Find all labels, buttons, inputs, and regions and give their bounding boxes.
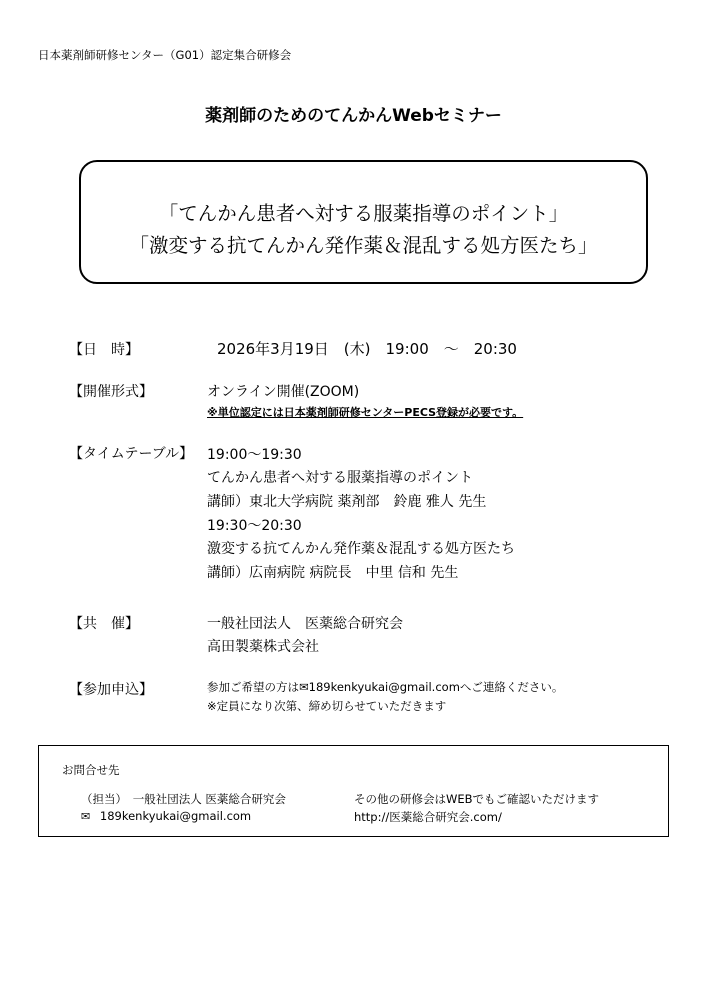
timetable-time-2: 19:30～20:30: [207, 518, 302, 534]
mail-icon: ✉: [81, 810, 91, 823]
datetime-label: 【日 時】: [69, 342, 139, 358]
timetable-speaker-1: 講師）東北大学病院 薬剤部 鈴鹿 雅人 先生: [207, 494, 487, 510]
timetable-topic-1: てんかん患者へ対する服薬指導のポイント: [207, 470, 473, 486]
theme-line-2: 「激変する抗てんかん発作薬＆混乱する処方医たち」: [129, 234, 598, 257]
timetable-time-1: 19:00～19:30: [207, 447, 302, 463]
cohost-label: 【共 催】: [69, 616, 139, 632]
contact-person: （担当） 一般社団法人 医薬総合研究会: [81, 792, 286, 806]
theme-line-1: 「てんかん患者へ対する服薬指導のポイント」: [158, 202, 569, 225]
theme-box: [79, 160, 648, 284]
contact-box: [38, 745, 669, 837]
cohost-org-2: 高田製薬株式会社: [207, 639, 319, 655]
datetime-value: 2026年3月19日 (木) 19:00 ～ 20:30: [217, 340, 517, 358]
header-note: 日本薬剤師研修センター（G01）認定集合研修会: [38, 48, 292, 62]
contact-email-line: [81, 809, 251, 823]
pecs-note: ※単位認定には日本薬剤師研修センターPECS登録が必要です。: [207, 406, 524, 419]
apply-label: 【参加申込】: [69, 682, 153, 698]
page-title: 薬剤師のためのてんかんWebセミナー: [205, 106, 502, 126]
contact-email[interactable]: 189kenkyukai@gmail.com: [99, 809, 252, 823]
apply-capacity-note: ※定員になり次第、締め切らせていただきます: [207, 699, 447, 713]
timetable-speaker-2: 講師）広南病院 病院長 中里 信和 先生: [207, 565, 459, 581]
apply-instructions: 参加ご希望の方は✉189kenkyukai@gmail.comへご連絡ください。: [207, 680, 564, 694]
format-label: 【開催形式】: [69, 384, 153, 400]
timetable-label: 【タイムテーブル】: [69, 446, 194, 462]
contact-url[interactable]: http://医薬総合研究会.com/: [354, 810, 502, 824]
contact-heading: お問合せ先: [62, 763, 120, 777]
contact-other-info: その他の研修会はWEBでもご確認いただけます: [354, 792, 600, 806]
cohost-org-1: 一般社団法人 医薬総合研究会: [207, 616, 403, 632]
timetable-topic-2: 激変する抗てんかん発作薬＆混乱する処方医たち: [207, 541, 515, 557]
format-value: オンライン開催(ZOOM): [207, 384, 360, 400]
